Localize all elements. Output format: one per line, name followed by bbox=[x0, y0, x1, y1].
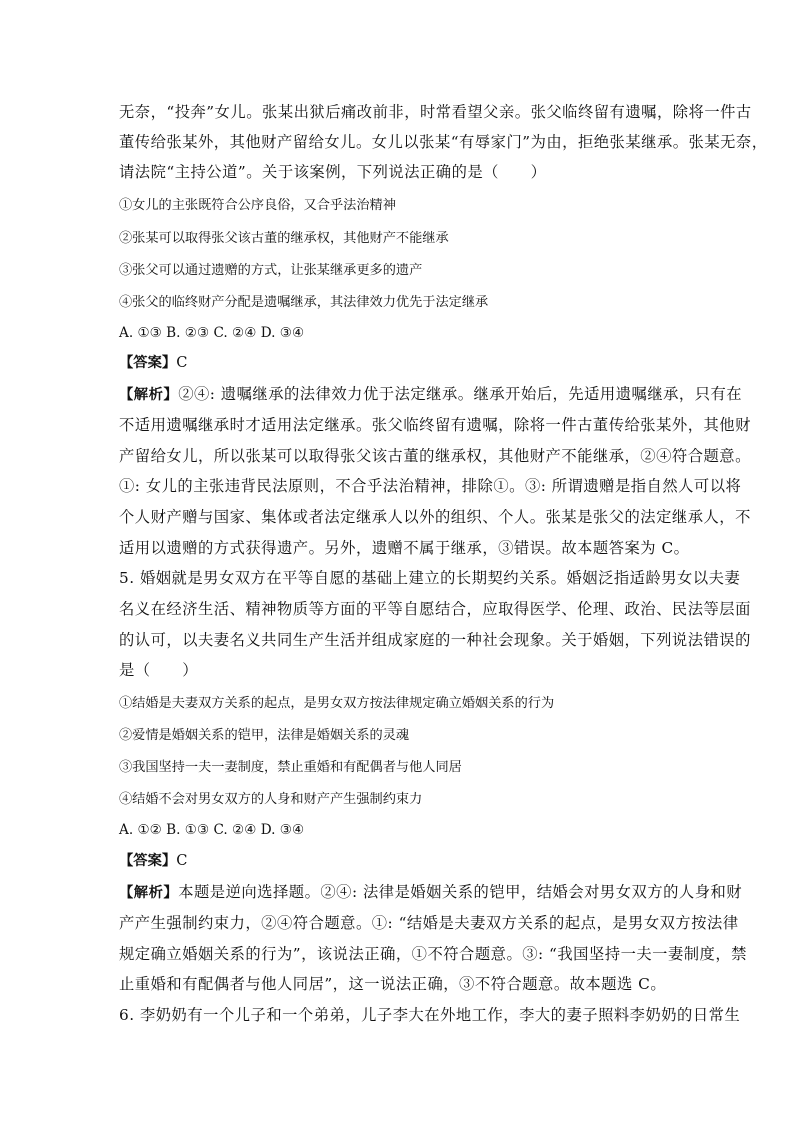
q4-analysis-line-4: ①: 女儿的主张违背民法原则，不合乎法治精神，排除①。③: 所谓遗赠是指自然人可以将 bbox=[119, 477, 742, 495]
q5-option-2: ②爱情是婚姻关系的铠甲，法律是婚姻关系的灵魂 bbox=[119, 728, 410, 743]
q5-analysis-line-2: 产产生强制约束力，②④符合题意。①: “结婚是夫妻双方关系的起点，是男女双方按法律 bbox=[119, 914, 739, 932]
q5-stem-line-2: 名义在经济生活、精神物质等方面的平等自愿结合，应取得医学、伦理、政治、民法等层面 bbox=[119, 600, 751, 618]
analysis-tag: 【解析】 bbox=[119, 387, 179, 403]
q5-analysis-line-3: 规定确立婚姻关系的行为”，该说法正确，①不符合题意。③: “我国坚持一夫一妻制度，禁 bbox=[119, 945, 747, 963]
q4-option-4: ④张父的临终财产分配是遗嘱继承，其法律效力优先于法定继承 bbox=[119, 295, 489, 310]
q5-option-1: ①结婚是夫妻双方关系的起点，是男女双方按法律规定确立婚姻关系的行为 bbox=[119, 696, 555, 711]
q5-choices: A. ①② B. ①③ C. ②④ D. ③④ bbox=[119, 822, 305, 838]
analysis-text: 本题是逆向选择题。②④: 法律是婚姻关系的铠甲，结婚会对男女双方的人身和财 bbox=[178, 883, 743, 901]
q5-stem-line-3: 的认可，以夫妻名义共同生产生活并组成家庭的一种社会现象。关于婚姻，下列说法错误的 bbox=[119, 631, 751, 649]
analysis-tag: 【解析】 bbox=[119, 885, 179, 901]
q5-answer bbox=[119, 851, 187, 871]
q4-choices: A. ①③ B. ②③ C. ②④ D. ③④ bbox=[119, 325, 305, 341]
q4-analysis-line-5: 个人财产赠与国家、集体或者法定继承人以外的组织、个人。张某是张父的法定继承人，不 bbox=[119, 508, 751, 526]
q4-option-1: ①女儿的主张既符合公序良俗，又合乎法治精神 bbox=[119, 198, 396, 213]
q4-option-2: ②张某可以取得张父该古董的继承权，其他财产不能继承 bbox=[119, 231, 449, 246]
q4-option-3: ③张父可以通过遗赠的方式，让张某继承更多的遗产 bbox=[119, 263, 423, 278]
q4-analysis-line-1 bbox=[119, 384, 742, 405]
answer-tag: 【答案】 bbox=[119, 355, 177, 371]
q4-stem-line-1: 无奈，“投奔”女儿。张某出狱后痛改前非，时常看望父亲。张父临终留有遗嘱，除将一件古 bbox=[119, 103, 752, 121]
q5-analysis-line-1 bbox=[119, 882, 742, 903]
answer-value: C bbox=[176, 354, 188, 371]
q4-answer bbox=[119, 353, 187, 373]
analysis-text: ②④: 遗嘱继承的法律效力优于法定继承。继承开始后，先适用遗嘱继承，只有在 bbox=[178, 385, 743, 403]
q5-stem-line-1: 5. 婚姻就是男女双方在平等自愿的基础上建立的长期契约关系。婚姻泛指适龄男女以夫妻 bbox=[119, 569, 741, 587]
q5-option-4: ④结婚不会对男女双方的人身和财产产生强制约束力 bbox=[119, 792, 423, 807]
answer-tag: 【答案】 bbox=[119, 853, 177, 869]
q4-analysis-line-2: 不适用遗嘱继承时才适用法定继承。张父临终留有遗嘱，除将一件古董传给张某外，其他财 bbox=[119, 416, 751, 434]
q5-analysis-line-4: 止重婚和有配偶者与他人同居”，这一说法正确，③不符合题意。故本题选 C。 bbox=[119, 975, 667, 993]
q4-analysis-line-3: 产留给女儿，所以张某可以取得张父该古董的继承权，其他财产不能继承，②④符合题意。 bbox=[119, 447, 751, 465]
q6-stem-line-1: 6. 李奶奶有一个儿子和一个弟弟，儿子李大在外地工作，李大的妻子照料李奶奶的日常生 bbox=[119, 1006, 741, 1024]
q4-stem-line-3: 请法院“主持公道”。关于该案例，下列说法正确的是（ ） bbox=[119, 163, 547, 181]
q5-stem-line-4: 是（ ） bbox=[119, 661, 198, 679]
q4-analysis-line-6: 适用以遗赠的方式获得遗产。另外，遗赠不属于继承，③错误。故本题答案为 C。 bbox=[119, 539, 690, 557]
q5-option-3: ③我国坚持一夫一妻制度，禁止重婚和有配偶者与他人同居 bbox=[119, 760, 462, 775]
q4-stem-line-2: 董传给张某外，其他财产留给女儿。女儿以张某“有辱家门”为由，拒绝张某继承。张某无奈， bbox=[119, 133, 768, 151]
answer-value: C bbox=[176, 852, 188, 869]
